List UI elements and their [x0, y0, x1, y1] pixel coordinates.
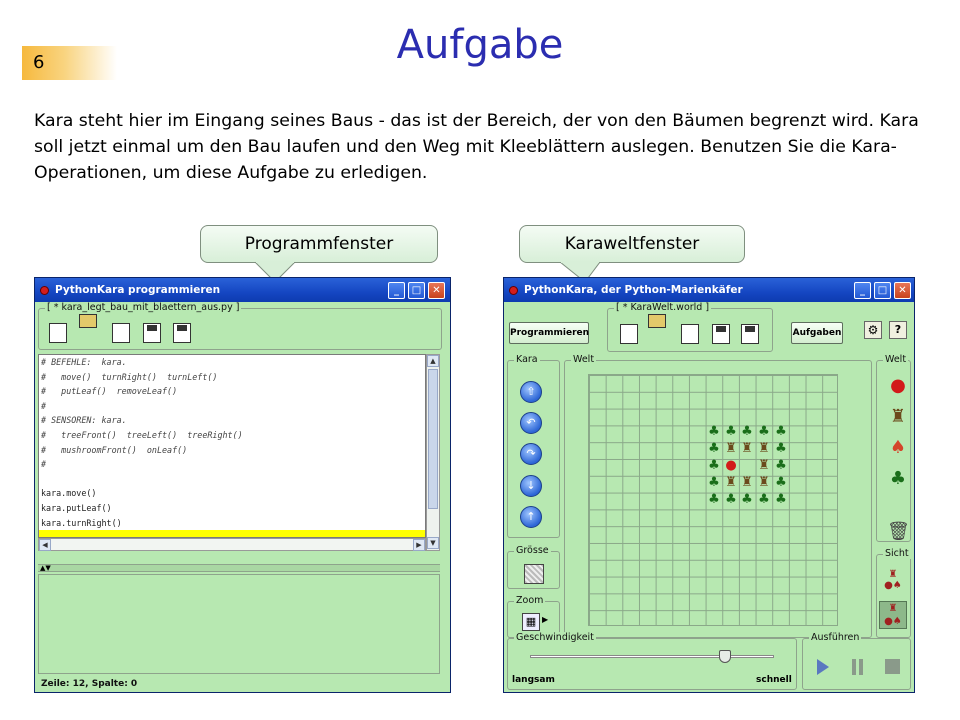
code-line: kara.move(): [41, 488, 97, 499]
callout-world-window: Karaweltfenster: [519, 225, 745, 263]
program-button[interactable]: Programmieren: [509, 322, 589, 344]
clover-icon: ♣: [775, 475, 787, 490]
view-large-icon[interactable]: ♜ ●♠: [879, 601, 907, 629]
minimize-button[interactable]: _: [388, 282, 405, 299]
app-icon: [509, 286, 518, 295]
code-line: # BEFEHLE: kara.: [41, 357, 127, 367]
editor-vertical-scrollbar[interactable]: [426, 354, 440, 551]
code-line: # SENSOREN: kara.: [41, 415, 127, 426]
help-icon[interactable]: ?: [889, 321, 907, 339]
speed-fast-label: schnell: [756, 675, 792, 685]
code-line: kara.turnRight(): [41, 517, 122, 528]
zoom-dropdown-icon[interactable]: ▶: [542, 615, 549, 624]
ladybug-icon[interactable]: ●: [890, 375, 906, 396]
close-button[interactable]: ✕: [894, 282, 911, 299]
pause-icon-bar: [859, 659, 863, 675]
code-line: #: [41, 459, 47, 470]
tree-stump-icon: ♜: [741, 441, 753, 456]
tree-stump-icon: ♜: [758, 441, 770, 456]
mushroom-icon[interactable]: ♠: [889, 437, 907, 458]
world-window-title: PythonKara, der Python-Marienkäfer: [524, 284, 743, 296]
clover-icon[interactable]: ♣: [889, 468, 907, 489]
clover-icon: ♣: [775, 458, 787, 473]
open-folder-icon[interactable]: [79, 314, 97, 328]
view-group-label: Sicht: [885, 548, 909, 559]
code-line-current: [39, 530, 425, 538]
world-window-titlebar[interactable]: [504, 278, 914, 302]
ladybug-icon: ●: [725, 458, 737, 473]
clover-icon: ♣: [708, 492, 720, 507]
save-as-icon[interactable]: [173, 323, 191, 343]
reload-world-icon[interactable]: [681, 324, 699, 344]
code-line: # mushroomFront() onLeaf(): [41, 444, 188, 455]
clover-icon: ♣: [708, 441, 720, 456]
clover-icon: ♣: [725, 492, 737, 507]
zoom-icon[interactable]: ▦: [522, 613, 540, 631]
tree-stump-icon: ♜: [725, 441, 737, 456]
size-group: [507, 545, 560, 589]
file-toolbar-group: [38, 302, 442, 350]
scroll-down-icon[interactable]: ▼: [427, 537, 439, 549]
turn-right-icon[interactable]: ↷: [520, 443, 542, 465]
put-leaf-icon[interactable]: ↓: [520, 475, 542, 497]
maximize-button[interactable]: □: [408, 282, 425, 299]
speed-slider-thumb[interactable]: [719, 650, 731, 663]
cursor-position-status: Zeile: 12, Spalte: 0: [41, 679, 138, 689]
view-small-icon[interactable]: ♜ ●♠: [884, 569, 902, 591]
clover-icon: ♣: [708, 458, 720, 473]
speed-slow-label: langsam: [512, 675, 555, 685]
palette-group-label: Welt: [885, 354, 907, 365]
tree-stump-icon: ♜: [758, 475, 770, 490]
size-group-label: Grösse: [516, 545, 549, 556]
clover-icon: ♣: [775, 424, 787, 439]
slide-title: Aufgabe: [396, 22, 564, 68]
clover-icon: ♣: [775, 492, 787, 507]
slide-paragraph: Kara steht hier im Eingang seines Baus - das ist der Bereich, der von den Bäumen begrenzt wird. Kara soll jetzt einmal um den Bau laufen und den Weg mit Kleeblättern auslegen. Benutzen Sie die Kara-Operationen, um diese Aufgabe zu erledigen.: [34, 111, 919, 183]
code-line: kara.putLeaf(): [41, 502, 112, 513]
code-line: # putLeaf() removeLeaf(): [41, 386, 178, 397]
close-button[interactable]: ✕: [428, 282, 445, 299]
slide-number: 6: [33, 52, 45, 73]
clover-icon: ♣: [758, 424, 770, 439]
new-file-icon[interactable]: [49, 323, 67, 343]
minimize-button[interactable]: _: [854, 282, 871, 299]
clover-icon: ♣: [775, 441, 787, 456]
scroll-up-icon[interactable]: ▲: [427, 355, 439, 367]
clover-icon: ♣: [741, 424, 753, 439]
scroll-thumb[interactable]: [428, 369, 438, 509]
world-file-group-label: [ * KaraWelt.world ]: [616, 302, 710, 313]
app-icon: [40, 286, 49, 295]
output-console: [38, 574, 440, 674]
program-window: [34, 277, 451, 693]
play-icon[interactable]: [817, 659, 829, 675]
tree-stump-icon: ♜: [741, 475, 753, 490]
save-icon[interactable]: [143, 323, 161, 343]
clover-icon: ♣: [741, 492, 753, 507]
new-world-icon[interactable]: [620, 324, 638, 344]
editor-horizontal-scrollbar[interactable]: [38, 538, 426, 551]
world-size-icon[interactable]: [524, 564, 544, 584]
turn-left-icon[interactable]: ↶: [520, 412, 542, 434]
tree-stump-icon[interactable]: ♜: [889, 406, 907, 427]
open-world-icon[interactable]: [648, 314, 666, 328]
world-window: [503, 277, 915, 693]
tasks-button[interactable]: Aufgaben: [791, 322, 843, 344]
pause-icon[interactable]: [852, 659, 856, 675]
trash-icon[interactable]: 🗑: [887, 521, 910, 542]
clover-icon: ♣: [708, 424, 720, 439]
reload-file-icon[interactable]: [112, 323, 130, 343]
zoom-group-label: Zoom: [516, 595, 544, 606]
world-grid[interactable]: [588, 374, 838, 626]
clover-icon: ♣: [708, 475, 720, 490]
world-file-group: [607, 302, 773, 352]
tree-stump-icon: ♜: [758, 458, 770, 473]
tree-stump-icon: ♜: [725, 475, 737, 490]
code-line: # treeFront() treeLeft() treeRight(): [41, 429, 243, 440]
stop-icon[interactable]: [885, 659, 900, 674]
kara-group-label: Kara: [516, 354, 538, 365]
code-line: # move() turnRight() turnLeft(): [41, 371, 218, 382]
file-group-label: [ * kara_legt_bau_mit_blaettern_aus.py ]: [47, 302, 240, 313]
code-line: [39, 472, 425, 487]
save-world-as-icon[interactable]: [741, 324, 759, 344]
remove-leaf-icon[interactable]: ↑: [520, 506, 542, 528]
maximize-button[interactable]: □: [874, 282, 891, 299]
settings-icon[interactable]: ⚙: [864, 321, 882, 339]
scroll-right-icon[interactable]: ▶: [413, 539, 425, 551]
split-pane-divider[interactable]: ▲▼: [38, 564, 440, 572]
speed-group-label: Geschwindigkeit: [516, 632, 594, 643]
code-editor[interactable]: [38, 354, 426, 538]
program-window-title: PythonKara programmieren: [55, 284, 221, 296]
clover-icon: ♣: [725, 424, 737, 439]
speed-slider-track[interactable]: [530, 655, 774, 658]
callout-program-window: Programmfenster: [200, 225, 438, 263]
clover-icon: ♣: [758, 492, 770, 507]
run-group-label: Ausführen: [811, 632, 860, 643]
code-line: #: [41, 400, 47, 411]
scroll-left-icon[interactable]: ◀: [39, 539, 51, 551]
world-group-label: Welt: [573, 354, 595, 365]
move-icon[interactable]: ⇧: [520, 381, 542, 403]
program-window-titlebar[interactable]: [35, 278, 450, 302]
save-world-icon[interactable]: [712, 324, 730, 344]
